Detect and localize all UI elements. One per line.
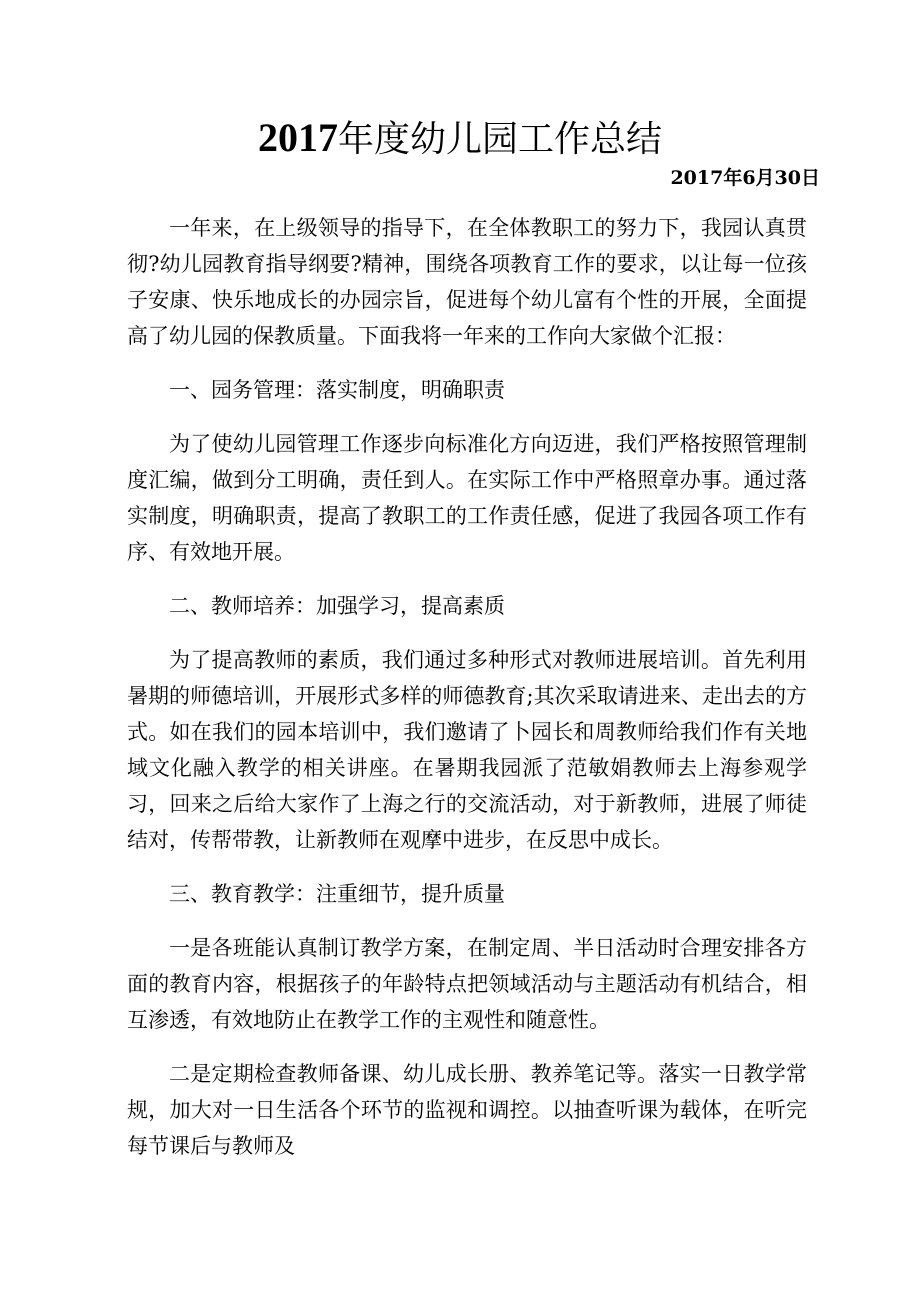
section-heading-teacher-training: 二、教师培养：加强学习，提高素质 <box>169 594 505 618</box>
paragraph-teacher-training: 为了提高教师的素质，我们通过多种形式对教师进展培训。首先利用暑期的师德培训，开展形式多样的师德教育;其次采取请进来、走出去的方式。如在我们的园本培训中，我们邀请了卜园长和周教师给我们作有关地域文化融入教学的相关讲座。在暑期我园派了范敏娟教师去上海参观学习，回来之后给大家作了上海之行的交流活动，对于新教师，进展了师徒结对，传帮带教，让新教师在观摩中进步，在反思中成长。 <box>127 648 807 852</box>
title-text: 年度幼儿园工作总结 <box>337 119 662 160</box>
paragraph-management: 为了使幼儿园管理工作逐步向标准化方向迈进，我们严格按照管理制度汇编，做到分工明确，责任到人。在实际工作中严格照章办事。通过落实制度，明确职责，提高了教职工的工作责任感，促进了我园各项工作有序、有效地开展。 <box>127 432 807 564</box>
section-heading-management: 一、园务管理：落实制度，明确职责 <box>169 378 505 402</box>
document-date: 2017年6月30日 <box>670 167 820 189</box>
paragraph-teaching-plan: 一是各班能认真制订教学方案，在制定周、半日活动时合理安排各方面的教育内容，根据孩子的年龄特点把领域活动与主题活动有机结合，相互渗透，有效地防止在教学工作的主观性和随意性。 <box>127 936 807 1032</box>
document-title <box>0 112 920 166</box>
title-year: 2017 <box>257 115 338 160</box>
paragraph-intro: 一年来，在上级领导的指导下，在全体教职工的努力下，我园认真贯彻?幼儿园教育指导纲要?精神，围绕各项教育工作的要求，以让每一位孩子安康、快乐地成长的办园宗旨，促进每个幼儿富有个性的开展，全面提高了幼儿园的保教质量。下面我将一年来的工作向大家做个汇报： <box>127 216 807 348</box>
document-body <box>127 210 807 1182</box>
section-heading-teaching: 三、教育教学：注重细节，提升质量 <box>169 882 505 906</box>
paragraph-teaching-inspection: 二是定期检查教师备课、幼儿成长册、教养笔记等。落实一日教学常规，加大对一日生活各个环节的监视和调控。以抽查听课为载体，在听完每节课后与教师及 <box>127 1062 807 1158</box>
